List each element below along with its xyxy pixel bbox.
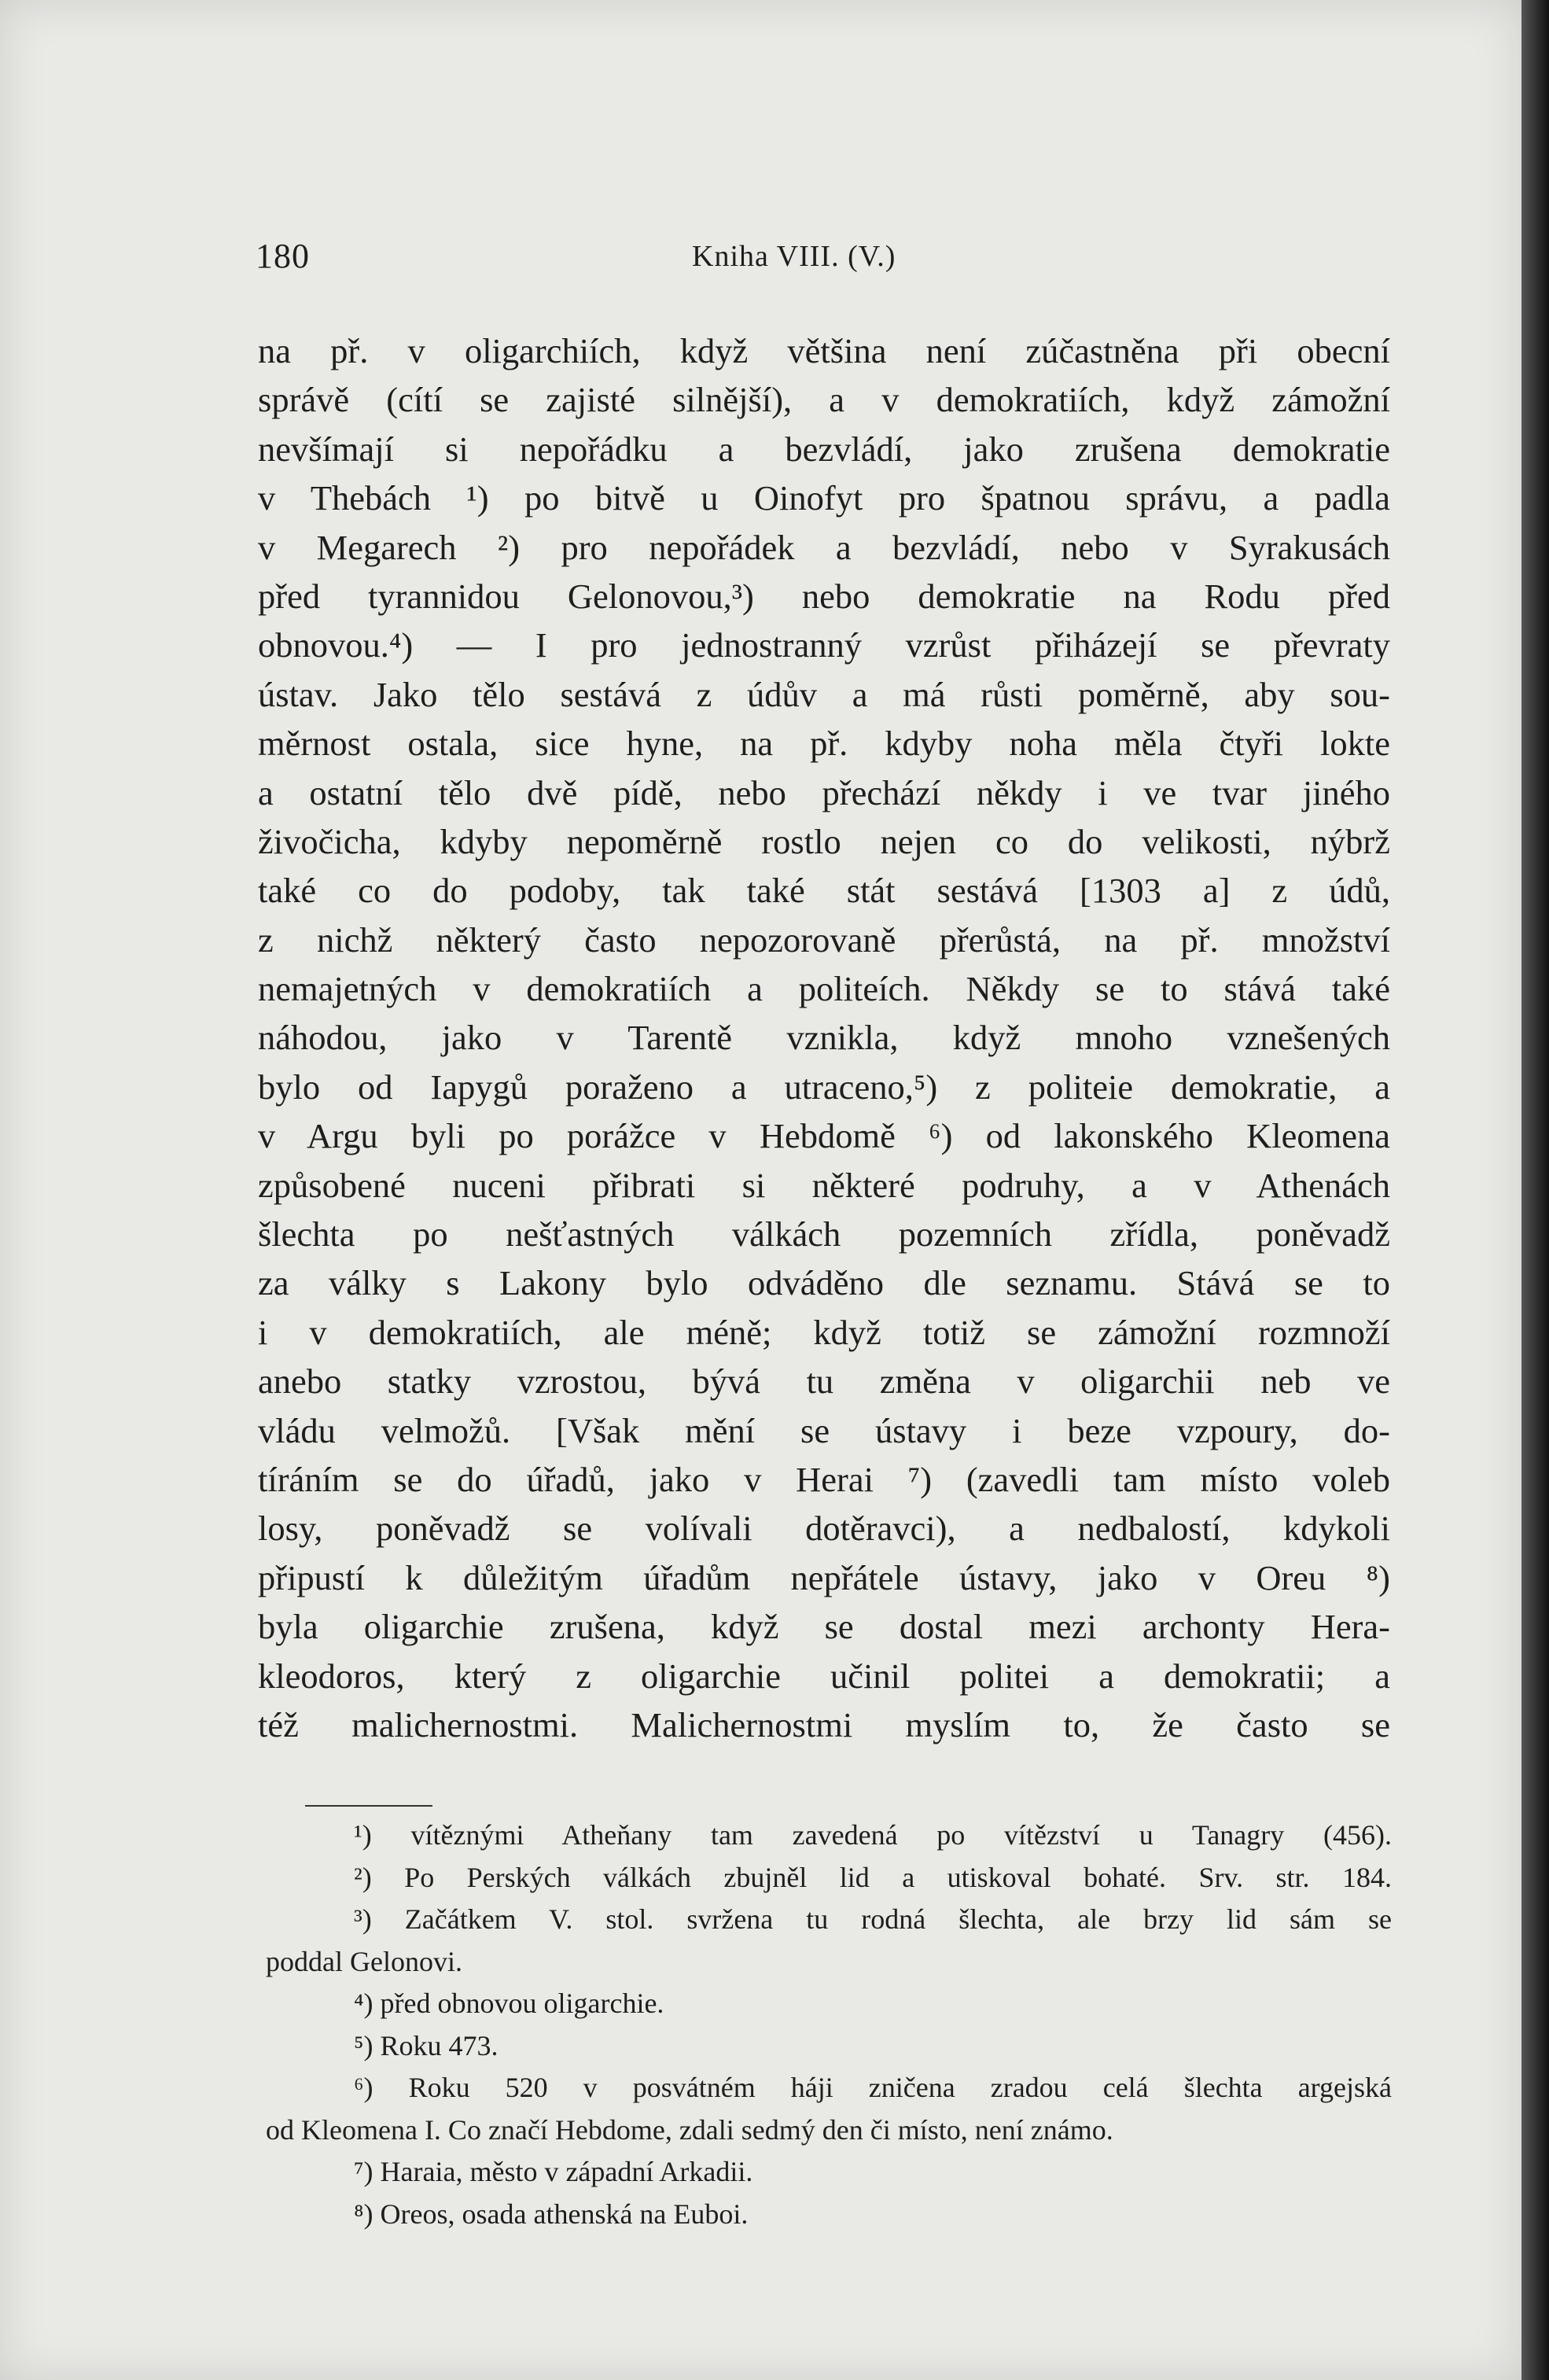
text-line: i v demokratiích, ale méně; když totiž se zámožní rozmnoží	[258, 1312, 1390, 1352]
text-line: způsobené nuceni přibrati si některé podruhy, a v Athenách	[258, 1165, 1390, 1205]
footnotes	[266, 1814, 1392, 2235]
page-edge-shadow	[1521, 0, 1549, 2380]
text-line: připustí k důležitým úřadům nepřátele ústavy, jako v Oreu ⁸)	[258, 1557, 1390, 1597]
footnote-line: od Kleomena I. Co značí Hebdome, zdali sedmý den či místo, není známo.	[266, 2113, 1113, 2146]
main-text	[258, 326, 1390, 1749]
text-line: nemajetných v demokratiích a politeích. Někdy se to stává také	[258, 969, 1390, 1009]
text-line: ústav. Jako tělo sestává z údův a má růsti poměrně, aby sou-	[258, 674, 1390, 714]
text-line: v Thebách ¹) po bitvě u Oinofyt pro špatnou správu, a padla	[258, 478, 1390, 518]
page-header	[256, 236, 1396, 283]
footnote-line: ⁵) Roku 473.	[354, 2029, 499, 2061]
page-number: 180	[256, 237, 310, 275]
footnote-line: ⁸) Oreos, osada athenská na Euboi.	[354, 2198, 749, 2230]
text-line: anebo statky vzrostou, bývá tu změna v oligarchii neb ve	[258, 1361, 1390, 1402]
running-title: Kniha VIII. (V.)	[692, 240, 896, 273]
footnote-line: ¹) vítěznými Atheňany tam zavedená po vítězství u Tanagry (456).	[354, 1819, 1392, 1851]
text-line: a ostatní tělo dvě pídě, nebo přechází někdy i ve tvar jiného	[258, 772, 1390, 812]
footnote-line: ⁴) před obnovou oligarchie.	[354, 1988, 664, 2019]
text-line: správě (cítí se zajisté silnější), a v demokratiích, když zámožní	[258, 380, 1390, 420]
footnote-line: ²) Po Perských válkách zbujněl lid a utiskoval bohaté. Srv. str. 184.	[354, 1861, 1392, 1893]
text-line: za války s Lakony bylo odváděno dle seznamu. Stává se to	[258, 1263, 1390, 1303]
text-line: na př. v oligarchiích, když většina není zúčastněna při obecní	[258, 331, 1390, 370]
text-line: před tyrannidou Gelonovou,³) nebo demokratie na Rodu před	[258, 576, 1390, 616]
text-line: obnovou.⁴) — I pro jednostranný vzrůst přiházejí se převraty	[258, 625, 1390, 665]
text-line: vládu velmožů. [Však mění se ústavy i beze vzpoury, do-	[258, 1410, 1390, 1450]
text-line: také co do podoby, tak také stát sestává [1303 a] z údů,	[258, 871, 1390, 911]
text-line: šlechta po nešťastných válkách pozemních zřídla, poněvadž	[258, 1214, 1390, 1254]
footnote-line: ⁶) Roku 520 v posvátném háji zničena zradou celá šlechta argejská	[354, 2072, 1392, 2103]
text-line: nevšímají si nepořádku a bezvládí, jako zrušena demokratie	[258, 429, 1390, 469]
footnote-line: poddal Gelonovi.	[266, 1945, 462, 1977]
text-line: z nichž některý často nepozorovaně přerůstá, na př. množství	[258, 919, 1390, 960]
text-line: náhodou, jako v Tarentě vznikla, když mnoho vznešených	[258, 1018, 1390, 1058]
text-line: též malichernostmi. Malichernostmi myslím to, že často se	[258, 1704, 1390, 1744]
text-line: tíráním se do úřadů, jako v Herai ⁷) (zavedli tam místo voleb	[258, 1459, 1390, 1499]
text-line: losy, poněvadž se volívali dotěravci), a nedbalostí, kdykoli	[258, 1509, 1390, 1549]
text-line: byla oligarchie zrušena, když se dostal mezi archonty Hera-	[258, 1607, 1390, 1647]
footnote-separator	[305, 1805, 432, 1807]
text-line: v Megarech ²) pro nepořádek a bezvládí, nebo v Syrakusách	[258, 527, 1390, 567]
text-line: bylo od Iapygů poraženo a utraceno,⁵) z politeie demokratie, a	[258, 1067, 1390, 1107]
text-line: v Argu byli po porážce v Hebdomě ⁶) od lakonského Kleomena	[258, 1116, 1390, 1156]
footnote-line: ³) Začátkem V. stol. svržena tu rodná šlechta, ale brzy lid sám se	[354, 1903, 1392, 1935]
footnote-line: ⁷) Haraia, město v západní Arkadii.	[354, 2156, 753, 2187]
text-line: kleodoros, který z oligarchie učinil politei a demokratii; a	[258, 1656, 1390, 1696]
text-line: měrnost ostala, sice hyne, na př. kdyby noha měla čtyři lokte	[258, 724, 1390, 764]
text-line: živočicha, kdyby nepoměrně rostlo nejen co do velikosti, nýbrž	[258, 821, 1390, 861]
